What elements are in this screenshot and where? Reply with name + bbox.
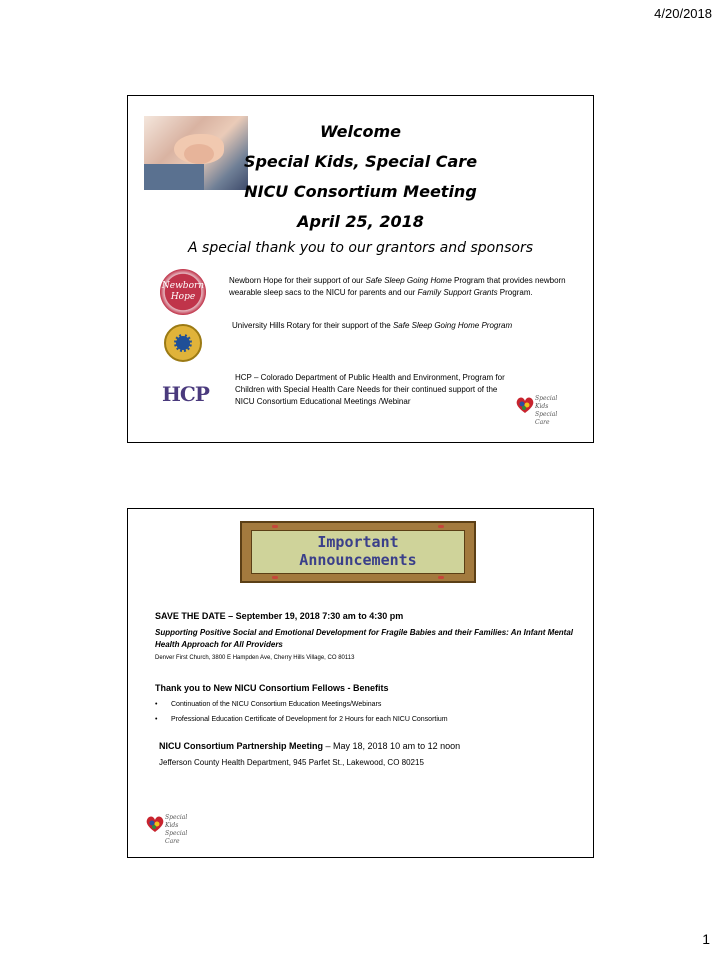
- hcp-logo: HCP: [162, 382, 209, 406]
- newborn-hope-logo: Newborn Hope: [160, 269, 206, 315]
- title-date: April 25, 2018: [297, 212, 424, 231]
- title-special-kids: Special Kids, Special Care: [243, 152, 478, 171]
- list-item: • Professional Education Certificate of Development for 2 Hours for each NICU Consortium: [155, 716, 448, 723]
- page-number: 1: [702, 931, 710, 947]
- slide-announcements: [127, 508, 594, 858]
- special-kids-care-logo: Special Kids Special Care: [513, 393, 573, 433]
- rotary-logo: [164, 324, 202, 362]
- important-announcements-banner: Important Announcements: [240, 521, 476, 583]
- title-welcome: Welcome: [320, 122, 401, 141]
- fellows-bullet-list: [155, 697, 575, 727]
- sponsor-rotary: University Hills Rotary for their support of the Safe Sleep Going Home Program: [232, 321, 513, 330]
- save-the-date: SAVE THE DATE – September 19, 2018 7:30 am to 4:30 pm: [155, 611, 404, 621]
- partnership-meeting: NICU Consortium Partnership Meeting – May 18, 2018 10 am to 12 noon: [159, 741, 461, 751]
- sponsor-hcp: HCP – Colorado Department of Public Health and Environment, Program for Children with Special Health Care Needs for their continued support of the NICU Consortium Educational Meetings /Webinar: [235, 373, 505, 406]
- partnership-location: Jefferson County Health Department, 945 Parfet St., Lakewood, CO 80215: [159, 758, 424, 767]
- fellows-heading: Thank you to New NICU Consortium Fellows - Benefits: [155, 683, 389, 693]
- slide-welcome: [127, 95, 594, 443]
- sponsor-newborn-hope: Newborn Hope for their support of our Safe Sleep Going Home Program that provides newborn wearable sleep sacs to the NICU for parents and our Family Support Grants Program.: [229, 276, 566, 297]
- event-title: Supporting Positive Social and Emotional Development for Fragile Babies and their Families: An Infant Mental Health Approach for All Providers: [155, 628, 573, 649]
- thanks-heading: A special thank you to our grantors and sponsors: [188, 240, 533, 256]
- print-date: 4/20/2018: [654, 6, 712, 21]
- list-item: • Continuation of the NICU Consortium Education Meetings/Webinars: [155, 701, 382, 708]
- event-location: Denver First Church, 3800 E Hampden Ave, Cherry Hills Village, CO 80113: [155, 655, 355, 661]
- title-meeting: NICU Consortium Meeting: [244, 182, 477, 201]
- special-kids-care-logo: Special Kids Special Care: [143, 812, 203, 852]
